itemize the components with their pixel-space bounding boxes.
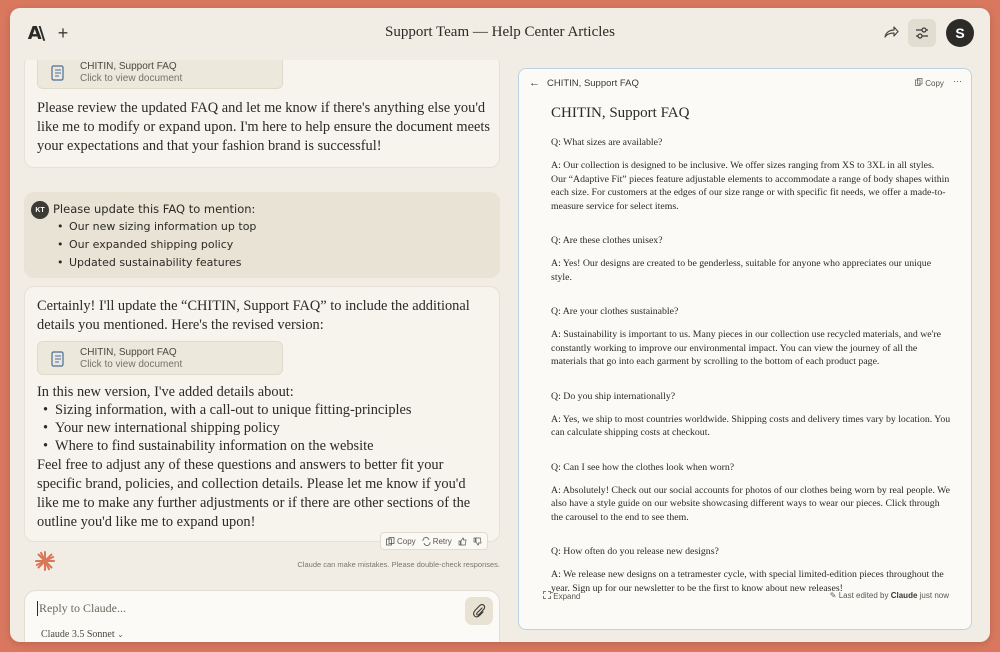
- message-actions: [380, 532, 488, 550]
- share-icon[interactable]: [882, 24, 900, 42]
- message-bullet: • Where to find sustainability information on the website: [55, 437, 374, 456]
- chat-thread: [24, 60, 502, 642]
- copy-icon: [915, 78, 923, 86]
- faq-answer: A: Our collection is designed to be inclusive. We offer sizes ranging from XS to 3XL in all styles. Our “Adaptive Fit” pieces feature adjustable elements to accommodate a range of body shapes within each size. For customers at the edges of our size range or with specific fit needs, we offer a made-to-measure service for select items.: [551, 160, 950, 212]
- expand-icon: [543, 591, 551, 599]
- message-intro: Certainly! I'll update the “CHITIN, Support FAQ” to include the additional details you mentioned. Here's the revised version:: [37, 298, 470, 333]
- message-bullet: • Sizing information, with a call-out to unique fitting-principles: [55, 401, 412, 420]
- faq-answer: A: Absolutely! Check out our social accounts for photos of our clothes being worn by real people. We also have a style guide on our website showcasing different ways to wear our pieces. Click through the carousel to the end to see them.: [551, 484, 950, 523]
- more-options-icon[interactable]: ⋯: [953, 76, 962, 86]
- artifact-copy-label: Copy: [925, 79, 944, 88]
- user-bullet: • Updated sustainability features: [69, 256, 242, 269]
- artifact-copy-button[interactable]: [915, 78, 944, 88]
- user-bullet: • Our new sizing information up top: [69, 220, 256, 233]
- user-avatar-small: KT: [31, 201, 49, 219]
- edited-suffix: just now: [919, 591, 949, 600]
- back-arrow-icon[interactable]: ←: [529, 77, 540, 89]
- message-bullet: • Your new international shipping policy: [55, 419, 280, 438]
- faq-answer: A: Yes, we ship to most countries worldwide. Shipping costs and delivery times vary by location. You can calculate shipping costs at checkout.: [551, 413, 951, 438]
- expand-label: Expand: [553, 592, 581, 601]
- document-card-subtitle: Click to view document: [80, 359, 183, 370]
- faq-question: Q: Can I see how the clothes look when worn?: [551, 461, 735, 473]
- faq-answer: A: Yes! Our designs are created to be genderless, suitable for anyone who appreciates our unique style.: [551, 258, 932, 283]
- document-card-title: CHITIN, Support FAQ: [80, 61, 177, 72]
- message-text: Please review the updated FAQ and let me know if there's anything else you'd like me to modify or expand upon. I'm here to help ensure the document meets your expectations and that your fashion brand is successful!: [37, 100, 490, 154]
- artifact-toolbar: [529, 77, 963, 91]
- new-chat-button[interactable]: +: [57, 23, 69, 43]
- chevron-down-icon: ⌄: [117, 630, 124, 639]
- edited-prefix: Last edited by: [838, 591, 889, 600]
- artifact-panel: [518, 68, 972, 630]
- document-icon: [50, 64, 66, 82]
- retry-button[interactable]: [422, 537, 452, 546]
- thumbs-down-icon[interactable]: [473, 537, 482, 546]
- reply-input[interactable]: Reply to Claude...: [39, 601, 126, 615]
- pencil-icon: ✎: [829, 591, 837, 600]
- copy-button[interactable]: [386, 537, 416, 546]
- copy-label: Copy: [397, 536, 416, 546]
- user-message-text: Please update this FAQ to mention:: [53, 202, 256, 216]
- app-window: [10, 8, 990, 642]
- faq-question: Q: What sizes are available?: [551, 137, 663, 148]
- faq-question: Q: Do you ship internationally?: [551, 390, 676, 402]
- document-icon: [50, 350, 66, 368]
- anthropic-logo-icon[interactable]: A\: [27, 22, 43, 44]
- user-avatar[interactable]: S: [946, 19, 974, 47]
- faq-question: Q: How often do you release new designs?: [551, 546, 719, 557]
- composer[interactable]: [24, 590, 500, 642]
- faq-answer: A: Sustainability is important to us. Many pieces in our collection use recycled materials, and we're constantly working to improve our environmental impact. You can view the journey of all the materials that go into each garment by scrolling to the bottom of each product page.: [551, 329, 942, 367]
- artifact-name: CHITIN, Support FAQ: [547, 78, 639, 89]
- retry-label: Retry: [432, 536, 452, 546]
- faq-answer: A: We release new designs on a tetramester cycle, with special limited-edition pieces throughout the year. Sign up for our newsletter to be the first to know about new releases!: [551, 569, 944, 594]
- document-card-subtitle: Click to view document: [80, 73, 183, 84]
- artifact-document: [551, 105, 951, 595]
- document-card[interactable]: [37, 60, 283, 89]
- user-bullet: • Our expanded shipping policy: [69, 238, 233, 251]
- retry-icon: [422, 537, 431, 546]
- settings-sliders-icon[interactable]: [908, 19, 936, 47]
- attach-paperclip-icon[interactable]: [465, 597, 493, 625]
- model-selector[interactable]: [41, 629, 124, 640]
- faq-question: Q: Are your clothes sustainable?: [551, 306, 679, 317]
- message-outro: Feel free to adjust any of these questions and answers to better fit your specific brand, policies, and collection details. Please let me know if you'd like me to make any further adjustments or if there are other sections of the outline you'd like me to expand upon!: [37, 457, 471, 530]
- edited-by: Claude: [890, 591, 918, 600]
- header: [10, 8, 990, 60]
- artifact-footer: [543, 591, 949, 605]
- document-card-title: CHITIN, Support FAQ: [80, 347, 177, 358]
- claude-spark-icon: [34, 550, 56, 572]
- copy-icon: [386, 537, 395, 546]
- document-title: CHITIN, Support FAQ: [551, 105, 690, 121]
- disclaimer-text: Claude can make mistakes. Please double-check responses.: [297, 560, 500, 569]
- model-name: Claude 3.5 Sonnet: [41, 629, 115, 640]
- page-title: Support Team — Help Center Articles: [385, 24, 615, 40]
- expand-button[interactable]: [543, 591, 580, 601]
- assistant-message: [24, 286, 500, 542]
- faq-question: Q: Are these clothes unisex?: [551, 235, 663, 246]
- last-edited: [830, 591, 949, 600]
- message-lead: In this new version, I've added details about:: [37, 384, 294, 400]
- thumbs-up-icon[interactable]: [458, 537, 467, 546]
- document-card[interactable]: [37, 341, 283, 375]
- user-message: [24, 192, 500, 278]
- assistant-message: [24, 60, 500, 168]
